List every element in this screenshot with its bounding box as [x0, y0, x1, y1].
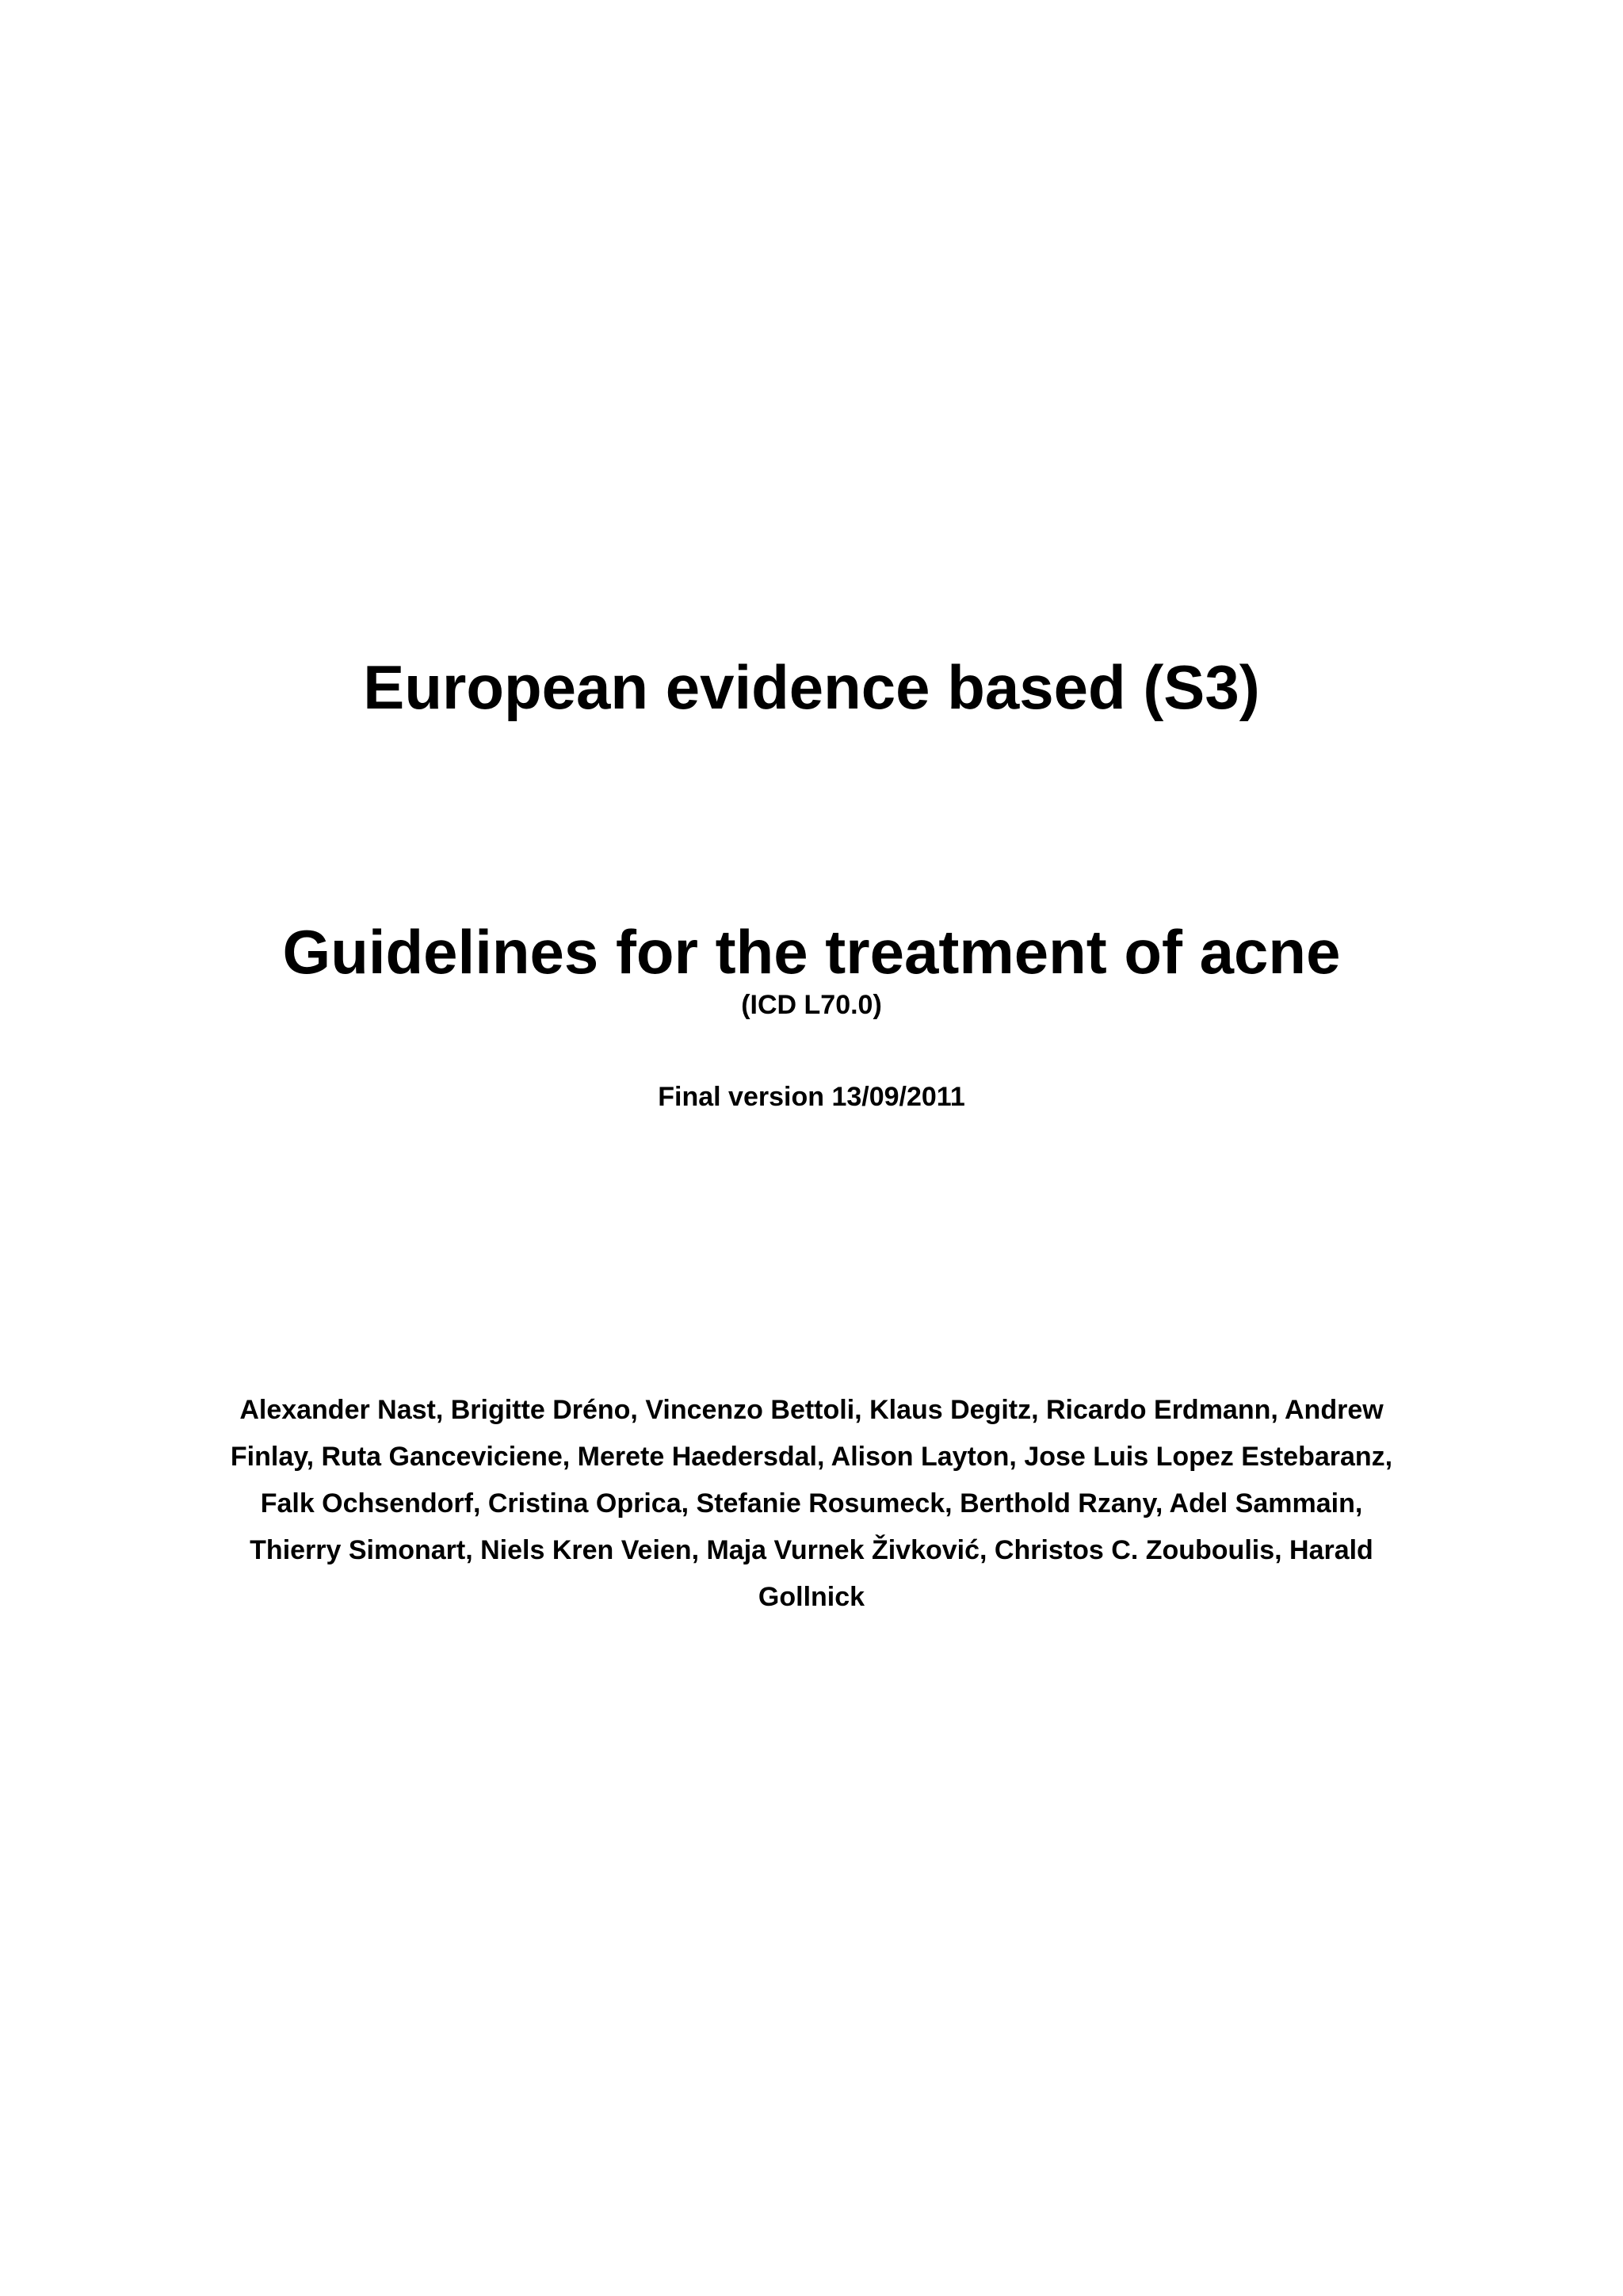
authors-line: Gollnick — [758, 1582, 865, 1612]
authors-block — [222, 1387, 1401, 1621]
authors-line: Finlay, Ruta Ganceviciene, Merete Haedersdal, Alison Layton, Jose Luis Lopez Estebaranz, — [230, 1442, 1393, 1472]
icd-code: (ICD L70.0) — [741, 990, 882, 1020]
authors-line: Falk Ochsendorf, Cristina Oprica, Stefanie Rosumeck, Berthold Rzany, Adel Sammain, — [260, 1488, 1363, 1519]
title-line-1: European evidence based (S3) — [363, 652, 1260, 722]
title-line-2: Guidelines for the treatment of acne — [282, 917, 1341, 987]
final-version: Final version 13/09/2011 — [658, 1082, 965, 1112]
authors-line: Thierry Simonart, Niels Kren Veien, Maja Vurnek Živković, Christos C. Zouboulis, Harald — [250, 1535, 1373, 1565]
authors-line: Alexander Nast, Brigitte Dréno, Vincenzo Bettoli, Klaus Degitz, Ricardo Erdmann, Andrew — [239, 1395, 1384, 1425]
